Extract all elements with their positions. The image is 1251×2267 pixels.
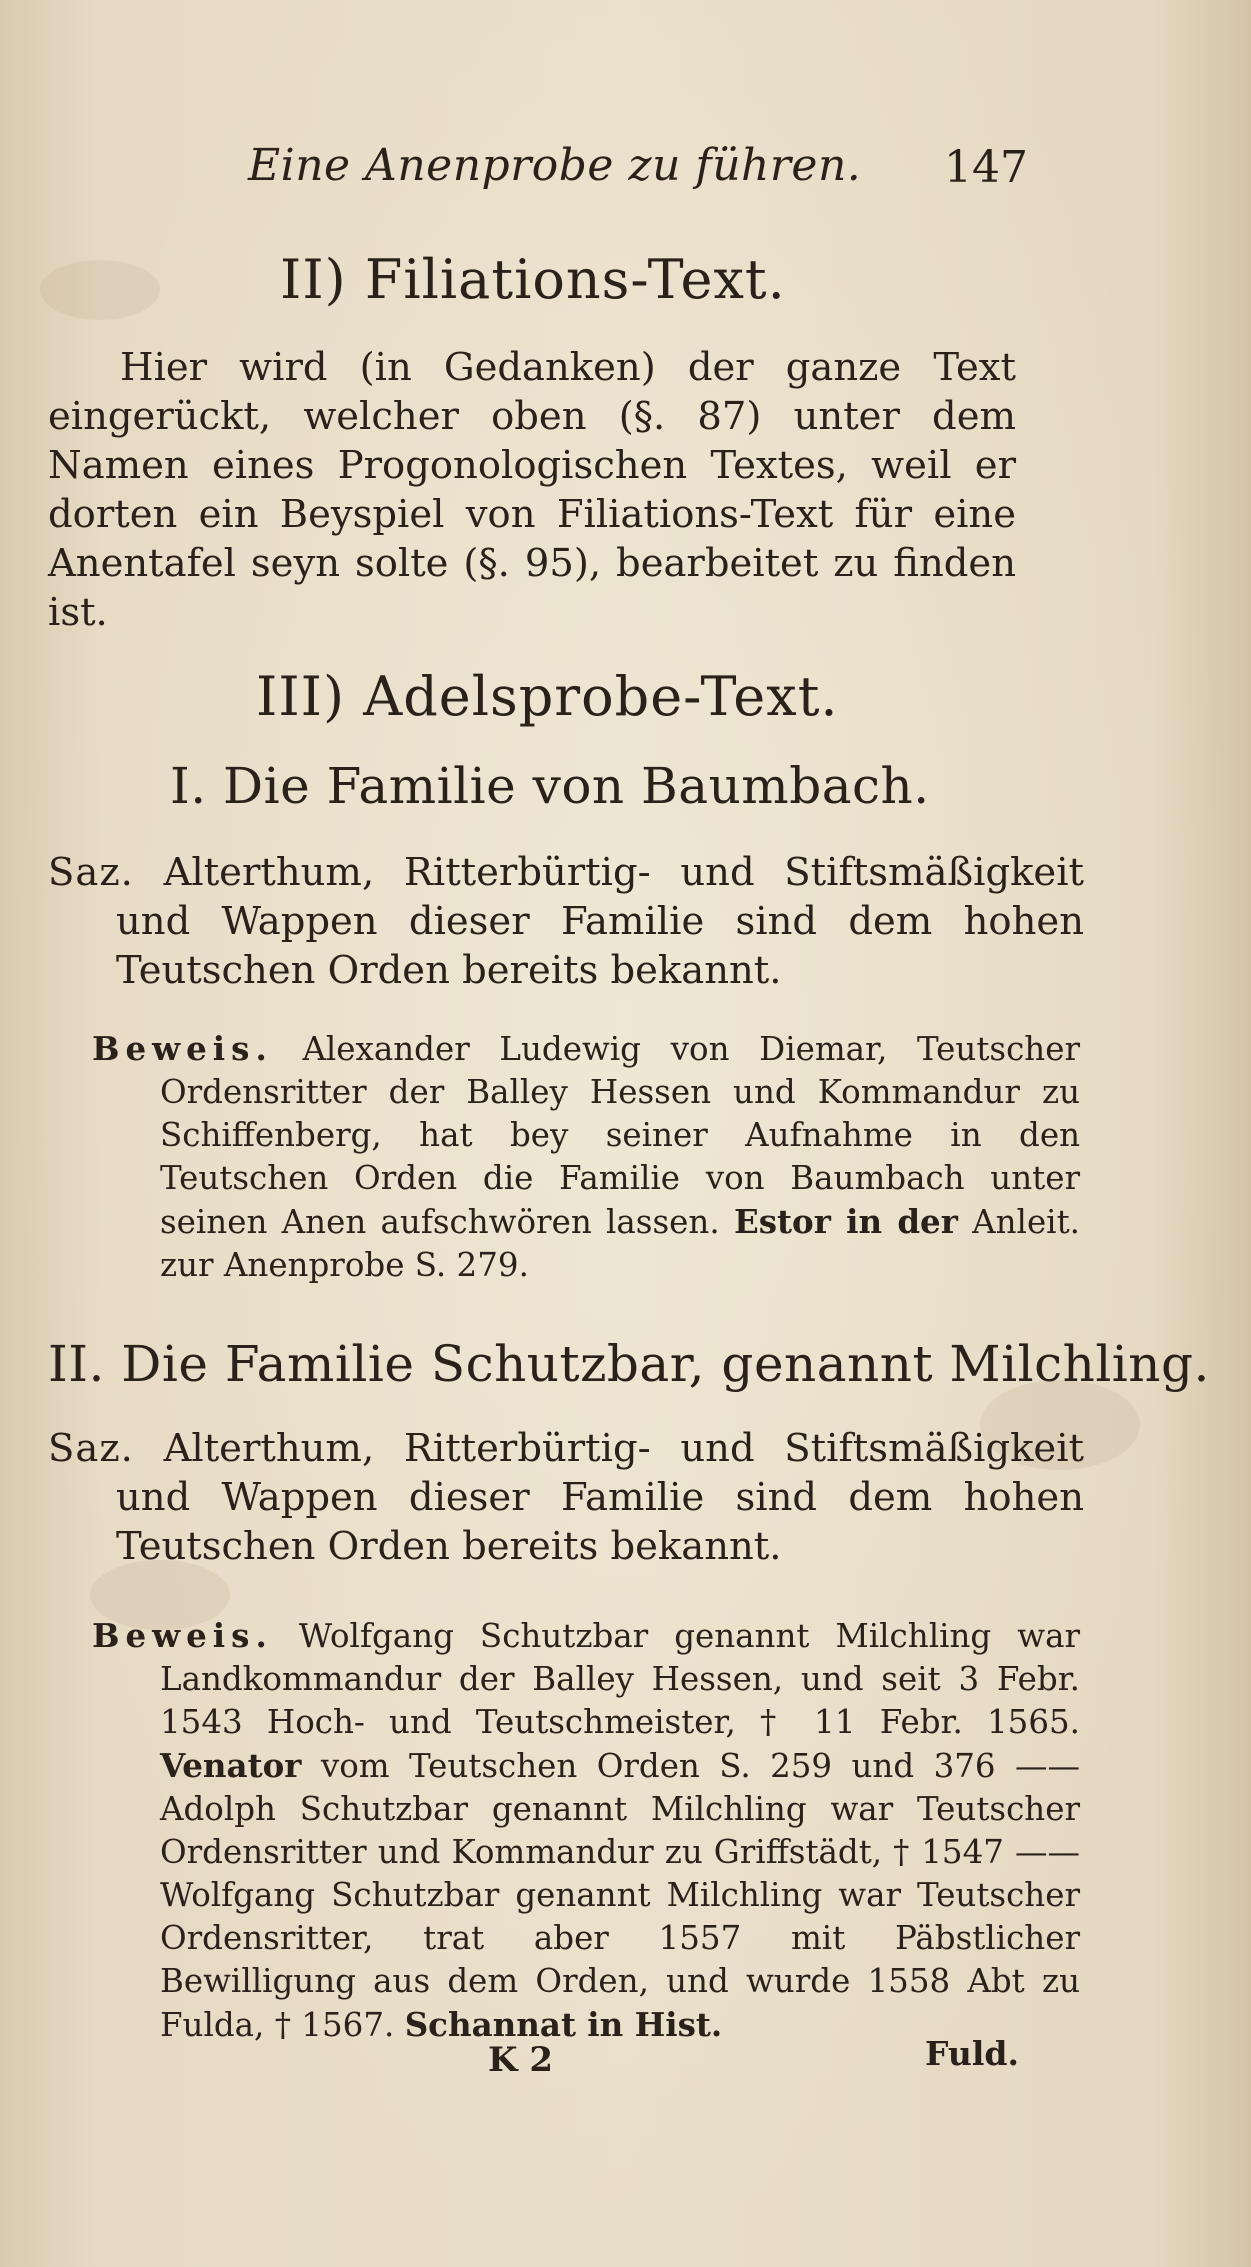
satz-text: Alterthum, Ritterbürtig- und Stiftsmäßigkeit und Wappen dieser Familie sind dem hohen Teutschen Orden bereits bekannt. [116, 850, 1084, 993]
page-header [248, 140, 1028, 210]
filiation-paragraph: Hier wird (in Gedanken) der ganze Text eingerückt, welcher oben (§. 87) unter dem Namen eines Progonologischen Textes, weil er dorten ein Beyspiel von Filiations-Text für eine Anentafel seyn solte (§. 95), bearbeitet zu finden ist. [48, 345, 1016, 635]
beweis-citation-tail: Anleit. zur Anenprobe S. 279. [160, 1203, 1080, 1284]
beweis-text: Alexander Ludewig von Diemar, Teutscher Ordensritter der Balley Hessen und Kommandur zu Schiffenberg, hat bey seiner Aufnahme in den Teutschen Orden die Familie von Baumbach unter seinen Anen aufschwören lassen. [160, 1030, 1080, 1241]
beweis-baumbach [92, 1027, 1080, 1287]
beweis-citation: Estor in der [733, 1202, 958, 1241]
family-heading-baumbach: I. Die Familie von Baumbach. [170, 757, 930, 815]
satz-text: Alterthum, Ritterbürtig- und Stiftsmäßigkeit und Wappen dieser Familie sind dem hohen Teutschen Orden bereits bekannt. [116, 1426, 1084, 1569]
beweis-text-continued: vom Teutschen Orden S. 259 und 376 —— Adolph Schutzbar genannt Milchling war Teutscher Ordensritter und Kommandur zu Griffstädt, † 1547 —— Wolfgang Schutzbar genannt Milchling war Teutscher Ordensritter, trat aber 1557 mit Päbstlicher Bewilligung aus dem Orden, und wurde 1558 Abt zu Fulda, † 1567. [160, 1747, 1080, 2044]
beweis-citation-2: Schannat in Hist. [404, 2005, 723, 2044]
beweis-citation: Venator [160, 1746, 302, 1785]
family-heading-schutzbar: II. Die Familie Schutzbar, genannt Milchling. [48, 1335, 1210, 1393]
beweis-label: Beweis. [92, 1029, 273, 1068]
catchword: Fuld. [925, 2034, 1019, 2073]
section-title-adelsprobe: III) Adelsprobe-Text. [256, 665, 839, 728]
satz-label: Saz. [48, 1426, 134, 1471]
section-title-filiation: II) Filiations-Text. [280, 248, 786, 311]
beweis-label: Beweis. [92, 1616, 273, 1655]
satz-schutzbar [48, 1424, 1084, 1571]
paper-stain [40, 260, 160, 320]
running-title: Eine Anenprobe zu führen. [248, 140, 862, 191]
satz-baumbach [48, 848, 1084, 995]
beweis-schutzbar [92, 1614, 1080, 2047]
signature-mark: K 2 [488, 2040, 554, 2080]
beweis-text: Wolfgang Schutzbar genannt Milchling war Landkommandur der Balley Hessen, und seit 3 Febr. 1543 Hoch- und Teutschmeister, † 11 Febr. 1565. [160, 1617, 1080, 1741]
satz-label: Saz. [48, 850, 134, 895]
page-number: 147 [944, 142, 1028, 193]
